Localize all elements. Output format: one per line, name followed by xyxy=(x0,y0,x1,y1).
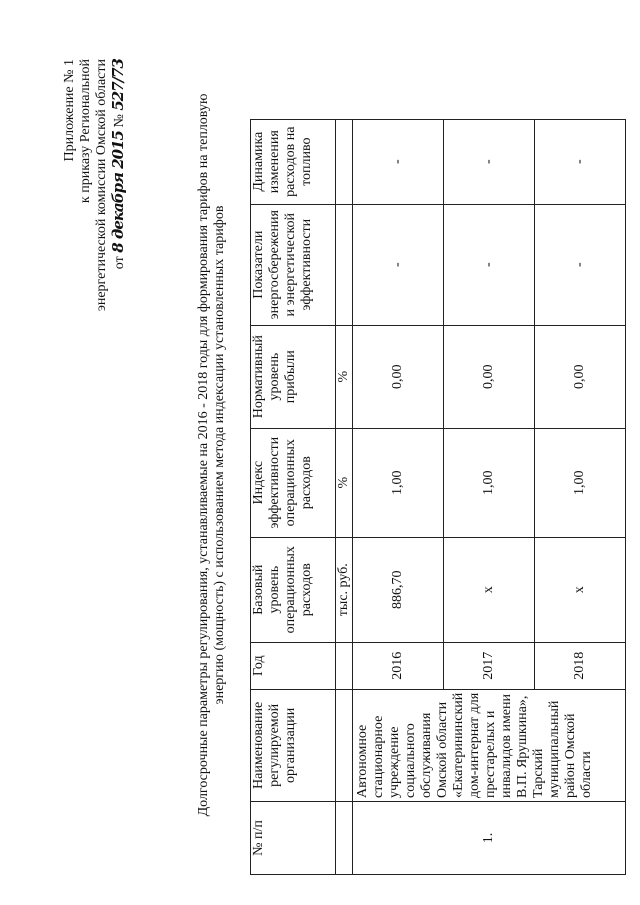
unit-index: % xyxy=(336,428,353,537)
document-title: Долгосрочные параметры регулирования, устанавливаемые на 2016 - 2018 годы для формирования тарифов на тепловую энергию (мощность) с использованием метода индексации установленных тарифов xyxy=(196,93,227,817)
parameters-table xyxy=(250,119,626,875)
cell-energy: - xyxy=(444,204,535,325)
handwritten-date: 8 декабря 2015 xyxy=(109,131,127,253)
order-date-line: от 8 декабря 2015 № 527/73 xyxy=(109,59,127,270)
cell-year: 2017 xyxy=(444,642,535,689)
cell-base: 886,70 xyxy=(353,537,444,642)
cell-index: 1,00 xyxy=(535,428,626,537)
appendix-number: Приложение № 1 xyxy=(62,59,77,162)
cell-energy: - xyxy=(353,204,444,325)
header-num: № п/п xyxy=(251,802,336,875)
order-reference: к приказу Региональной xyxy=(78,59,93,204)
header-index: Индекс эффективности операционных расходов xyxy=(251,428,336,537)
row-org: Автономное стационарное учреждение социального обслуживания Омской области «Екатерининский дом-интернат для престарелых и инвалидов имени В.П. Ярушкина», Тарский муниципальный район Омской области xyxy=(353,689,626,801)
header-base: Базовый уровень операционных расходов xyxy=(251,537,336,642)
header-org: Наименование регулируемой организации xyxy=(251,689,336,801)
header-energy: Показатели энергосбережения и энергетической эффективности xyxy=(251,204,336,325)
table-units-row xyxy=(336,119,353,874)
cell-year: 2018 xyxy=(535,642,626,689)
cell-fuel: - xyxy=(535,119,626,204)
cell-profit: 0,00 xyxy=(353,325,444,428)
commission-name: энергетической комиссии Омской области xyxy=(94,59,109,312)
unit-profit: % xyxy=(336,325,353,428)
table-header-row xyxy=(251,119,336,874)
cell-index: 1,00 xyxy=(444,428,535,537)
header-year: Год xyxy=(251,642,336,689)
cell-profit: 0,00 xyxy=(535,325,626,428)
cell-fuel: - xyxy=(353,119,444,204)
cell-profit: 0,00 xyxy=(444,325,535,428)
cell-base: х xyxy=(444,537,535,642)
header-profit: Нормативный уровень прибыли xyxy=(251,325,336,428)
cell-base: х xyxy=(535,537,626,642)
header-fuel: Динамика изменения расходов на топливо xyxy=(251,119,336,204)
row-num: 1. xyxy=(353,802,626,875)
appendix-header xyxy=(62,59,128,345)
handwritten-number: 527/73 xyxy=(109,59,127,111)
cell-year: 2016 xyxy=(353,642,444,689)
table-row xyxy=(353,119,444,874)
cell-energy: - xyxy=(535,204,626,325)
cell-index: 1,00 xyxy=(353,428,444,537)
cell-fuel: - xyxy=(444,119,535,204)
unit-base: тыс. руб. xyxy=(336,537,353,642)
